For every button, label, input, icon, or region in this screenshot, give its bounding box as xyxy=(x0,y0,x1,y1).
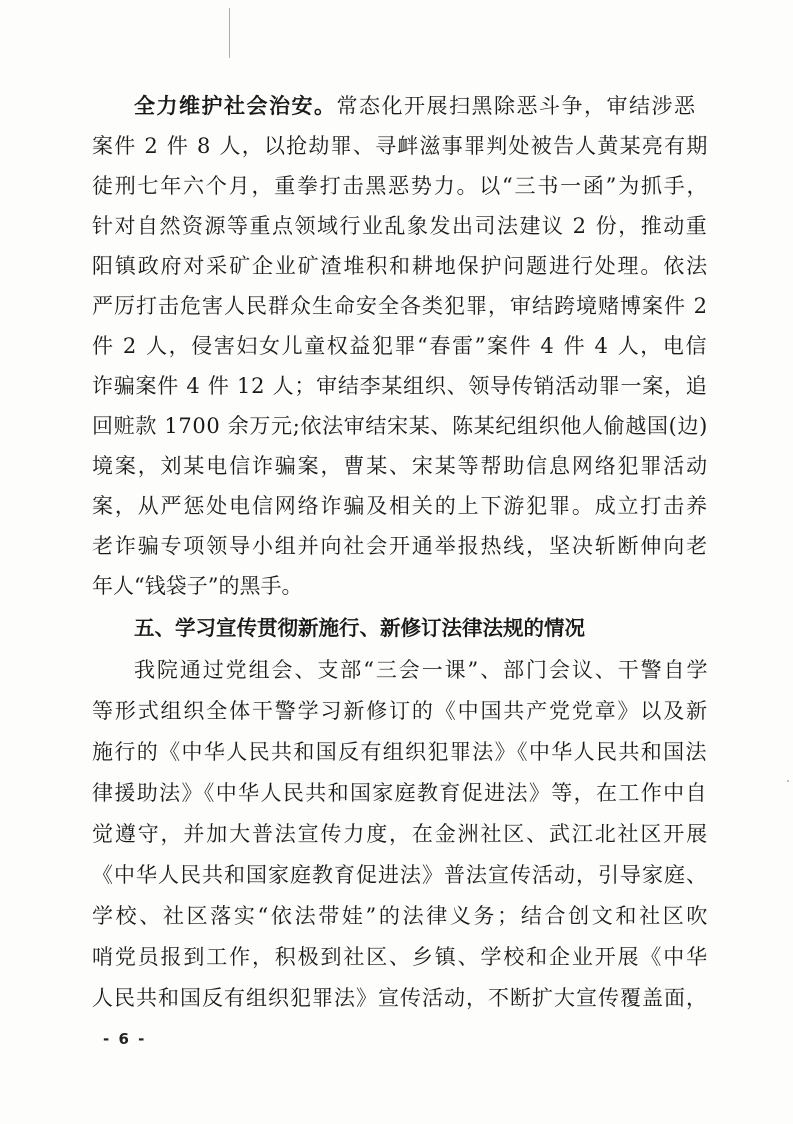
paragraph-2-line-1: 我院通过党组会、支部“三会一课”、部门会议、干警自学 xyxy=(134,658,710,682)
paragraph-1-line-10: 境案，刘某电信诈骗案，曹某、宋某等帮助信息网络犯罪活动 xyxy=(92,454,709,478)
scan-speck xyxy=(787,780,789,782)
paragraph-2-line-4: 律援助法》《中华人民共和国家庭教育促进法》等，在工作中自 xyxy=(92,781,708,805)
paragraph-2-line-5: 觉遵守，并加大普法宣传力度，在金洲社区、武江北社区开展 xyxy=(92,822,709,846)
paragraph-2-line-8: 哨党员报到工作，积极到社区、乡镇、学校和企业开展《中华 xyxy=(92,945,709,969)
paragraph-2-line-6: 《中华人民共和国家庭教育促进法》普法宣传活动，引导家庭、 xyxy=(92,863,708,887)
paragraph-2-line-7: 学校、社区落实“依法带娃”的法律义务；结合创文和社区吹 xyxy=(92,904,711,928)
scan-margin-line xyxy=(229,8,230,58)
paragraph-1-line-11: 案，从严惩处电信网络诈骗及相关的上下游犯罪。成立打击养 xyxy=(92,494,709,518)
paragraph-2-line-9: 人民共和国反有组织犯罪法》宣传活动，不断扩大宣传覆盖面， xyxy=(92,986,708,1010)
paragraph-1-line-12: 老诈骗专项领导小组并向社会开通举报热线，坚决斩断伸向老 xyxy=(92,534,709,558)
paragraph-2-line-3: 施行的《中华人民共和国反有组织犯罪法》《中华人民共和国法 xyxy=(92,740,708,764)
paragraph-1-lead: 全力维护社会治安。 xyxy=(134,94,337,118)
paragraph-1-line-2: 案件 2 件 8 人，以抢劫罪、寻衅滋事罪判处被告人黄某亮有期 xyxy=(92,134,709,158)
paragraph-1-line-5: 阳镇政府对采矿企业矿渣堆积和耕地保护问题进行处理。依法 xyxy=(92,254,709,278)
paragraph-1-line-3: 徒刑七年六个月，重拳打击黑恶势力。以“三书一函”为抓手， xyxy=(92,174,710,198)
paragraph-1-line-8: 诈骗案件 4 件 12 人；审结李某组织、领导传销活动罪一案，追 xyxy=(92,374,708,398)
paragraph-1-line-1 xyxy=(134,86,697,126)
paragraph-1-line-4: 针对自然资源等重点领域行业乱象发出司法建议 2 份，推动重 xyxy=(92,214,709,238)
paragraph-1-text: 常态化开展扫黑除恶斗争，审结涉恶 xyxy=(336,94,697,118)
section-heading: 五、学习宣传贯彻新施行、新修订法律法规的情况 xyxy=(134,616,585,640)
paragraph-1-line-9: 回赃款 1700 余万元;依法审结宋某、陈某纪组织他人偷越国(边) xyxy=(92,414,709,438)
paragraph-1-line-13: 年人“钱袋子”的黑手。 xyxy=(92,574,303,598)
paragraph-1-line-7: 件 2 人，侵害妇女儿童权益犯罪“春雷”案件 4 件 4 人，电信 xyxy=(92,334,709,358)
page-number: - 6 - xyxy=(103,1030,147,1048)
paragraph-1-line-6: 严厉打击危害人民群众生命安全各类犯罪，审结跨境赌博案件 2 xyxy=(92,294,709,318)
paragraph-2-line-2: 等形式组织全体干警学习新修订的《中国共产党党章》以及新 xyxy=(92,699,709,723)
